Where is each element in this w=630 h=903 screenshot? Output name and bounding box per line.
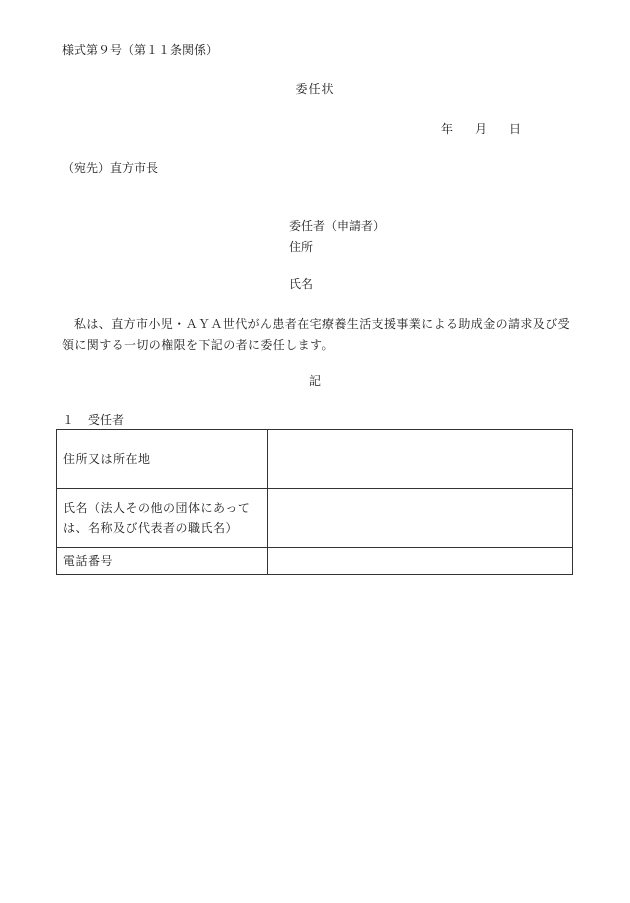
delegation-statement: 私は、直方市小児・ＡＹＡ世代がん患者在宅療養生活支援事業による助成金の請求及び受領に関する一切の権限を下記の者に委任します。 xyxy=(62,317,571,352)
section-heading xyxy=(62,412,124,428)
agent-name-label: 氏名（法人その他の団体にあっては、名称及び代表者の職氏名） xyxy=(57,489,268,548)
principal-label: 委任者（申請者） xyxy=(289,219,386,233)
agent-phone-label: 電話番号 xyxy=(57,548,268,575)
section-title: 受任者 xyxy=(88,413,125,427)
date-line xyxy=(441,121,521,137)
ki-heading: 記 xyxy=(308,374,321,388)
document-title: 委任状 xyxy=(295,82,335,96)
form-number: 様式第９号（第１１条関係） xyxy=(62,43,219,57)
addressee: （宛先）直方市長 xyxy=(62,161,159,175)
agent-address-value[interactable] xyxy=(268,430,573,489)
agent-address-label: 住所又は所在地 xyxy=(57,430,268,489)
agent-name-value[interactable] xyxy=(268,489,573,548)
section-number: １ xyxy=(62,413,75,427)
date-year-label: 年 xyxy=(441,122,454,136)
date-day-label: 日 xyxy=(509,122,522,136)
table-row xyxy=(57,548,573,575)
table-row xyxy=(57,489,573,548)
date-month-label: 月 xyxy=(475,122,488,136)
principal-address-label: 住所 xyxy=(289,240,314,254)
agent-phone-value[interactable] xyxy=(268,548,573,575)
principal-name-label: 氏名 xyxy=(289,277,314,291)
agent-table xyxy=(56,429,573,575)
table-row xyxy=(57,430,573,489)
